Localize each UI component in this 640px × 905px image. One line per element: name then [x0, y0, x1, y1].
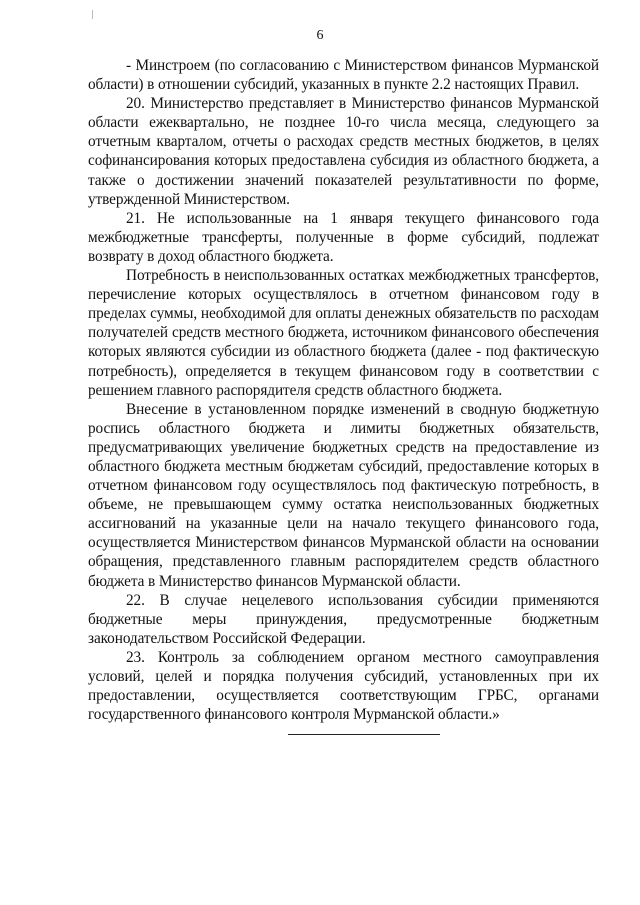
paragraph-minstroy-clause: - Минстроем (по согласованию с Министерством финансов Мурманской области) в отношении субсидий, указанных в пункте 2.2 настоящих Правил.	[88, 57, 599, 94]
paragraph-22: 22. В случае нецелевого использования субсидии применяются бюджетные меры принуждения, предусмотренные бюджетным законодательством Российской Федерации.	[88, 591, 599, 647]
paragraph-23: 23. Контроль за соблюдением органом местного самоуправления условий, целей и порядка получения субсидий, установленных при их предоставлении, осуществляется соответствующим ГРБС, органами государственного финансового контроля Мурманской области.»	[88, 648, 599, 724]
end-of-document-rule	[288, 734, 440, 735]
document-body	[88, 56, 599, 724]
page-number: 6	[316, 28, 324, 43]
paragraph-20: 20. Министерство представляет в Министерство финансов Мурманской области ежеквартально, не позднее 10-го числа месяца, следующего за отчетным кварталом, отчеты о расходах средств местных бюджетов, в целях софинансирования которых предоставлена субсидия из областного бюджета, а также о достижении значений показателей результативности по форме, утвержденной Министерством.	[88, 95, 599, 208]
paragraph-21: 21. Не использованные на 1 января текущего финансового года межбюджетные трансферты, полученные в форме субсидий, подлежат возврату в доход областного бюджета.	[88, 209, 599, 265]
paragraph-21-need: Потребность в неиспользованных остатках межбюджетных трансфертов, перечисление которых осуществлялось в отчетном финансовом году в пределах суммы, необходимой для оплаты денежных обязательств по расходам получателей средств местного бюджета, источником финансового обеспечения которых являются субсидии из областного бюджета (далее - под фактическую потребность), определяется в текущем финансовом году в соответствии с решением главного распорядителя средств областного бюджета.	[88, 267, 599, 399]
paragraph-21-amendment: Внесение в установленном порядке изменений в сводную бюджетную роспись областного бюджета и лимиты бюджетных обязательств, предусматривающих увеличение бюджетных средств на предоставление из областного бюджета местным бюджетам субсидий, предоставление которых в отчетном финансовом году осуществлялось под фактическую потребность, в объеме, не превышающем сумму остатка неиспользованных бюджетных ассигнований на указанные цели на начало текущего финансового года, осуществляется Министерством финансов Мурманской области на основании обращения, представленного главным распорядителем средств областного бюджета в Министерство финансов Мурманской области.	[88, 400, 599, 590]
scan-artifact-mark	[92, 10, 93, 19]
